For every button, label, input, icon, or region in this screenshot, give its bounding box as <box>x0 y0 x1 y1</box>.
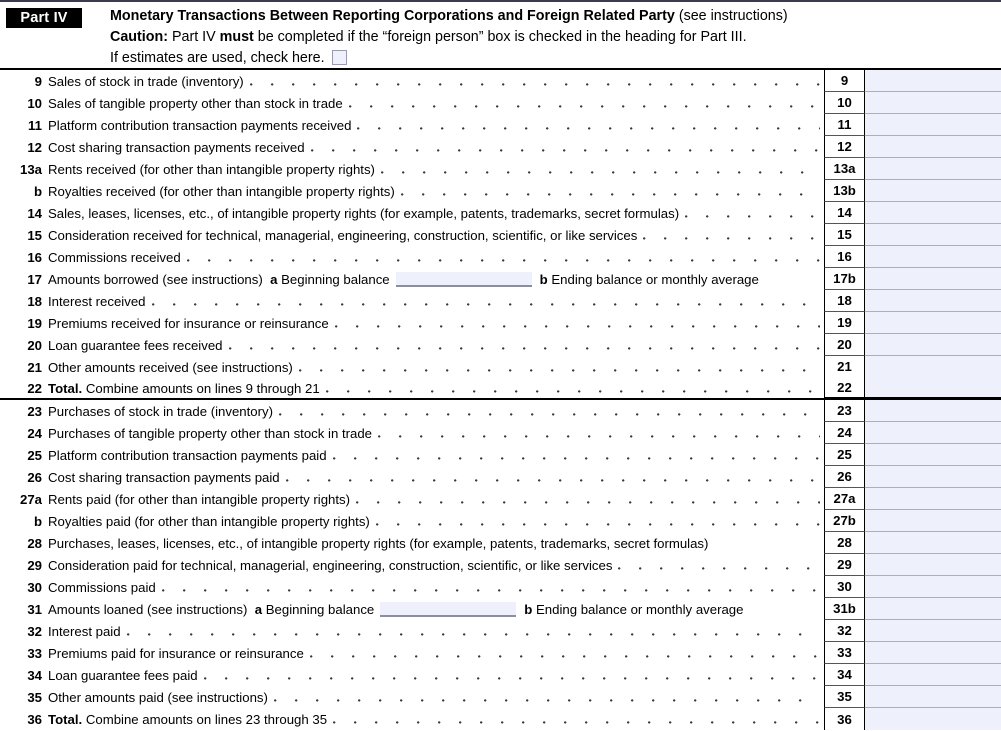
table-row <box>0 180 1001 202</box>
sublabel-a: a <box>270 271 278 287</box>
line-number: 10 <box>27 95 42 111</box>
line-box-number: 25 <box>824 444 865 466</box>
leader-dots <box>376 515 820 528</box>
table-row <box>0 136 1001 158</box>
line-box-number: 10 <box>824 92 865 114</box>
line-number: 11 <box>28 117 42 133</box>
line-description <box>48 514 824 529</box>
leader-dots <box>333 449 820 462</box>
line-description-text: Platform contribution transaction payments received <box>48 117 352 133</box>
line-description <box>48 250 824 265</box>
line-description <box>48 381 824 396</box>
line-description-text: Interest paid <box>48 623 121 639</box>
line-description <box>48 404 824 419</box>
caution-post: be completed if the “foreign person” box is checked in the heading for Part III. <box>253 29 747 45</box>
line-box-number: 13b <box>824 180 865 202</box>
line-description <box>48 184 824 199</box>
beginning-balance-input[interactable] <box>396 272 532 287</box>
leader-dots <box>204 669 820 682</box>
line-box-number: 23 <box>824 400 865 422</box>
line-box-number: 32 <box>824 620 865 642</box>
line-box-number: 35 <box>824 686 865 708</box>
line-description <box>48 668 824 683</box>
table-row <box>0 400 1001 422</box>
beginning-balance-input[interactable] <box>380 602 516 617</box>
line-number: b <box>33 183 42 199</box>
line-description-text: Consideration paid for technical, managerial, engineering, construction, scientific, or like services <box>48 557 613 573</box>
line-description <box>48 492 824 507</box>
leader-dots <box>335 317 820 330</box>
line-description-text: Consideration received for technical, managerial, engineering, construction, scientific, or like services <box>48 227 638 243</box>
amount-input[interactable] <box>865 400 1001 422</box>
line-description-text: Other amounts received (see instructions) <box>48 359 293 375</box>
leader-dots <box>356 493 820 506</box>
line-number: 35 <box>27 689 42 705</box>
amount-input[interactable] <box>865 554 1001 576</box>
line-items-table <box>0 70 1001 730</box>
sublabel-b: b <box>524 601 533 617</box>
line-description-text: Sales of tangible property other than stock in trade <box>48 95 343 111</box>
line-number: 34 <box>27 667 42 683</box>
amount-input[interactable] <box>865 158 1001 180</box>
leader-dots <box>127 625 820 638</box>
line-number: 19 <box>27 315 42 331</box>
line-description <box>48 448 824 463</box>
line-box-number: 31b <box>824 598 865 620</box>
line-number: 33 <box>27 645 42 661</box>
line-number: 9 <box>34 73 42 89</box>
amount-input[interactable] <box>865 246 1001 268</box>
table-row <box>0 422 1001 444</box>
line-description <box>48 536 824 551</box>
line-box-number: 19 <box>824 312 865 334</box>
amount-input[interactable] <box>865 466 1001 488</box>
line-number: 26 <box>27 469 42 485</box>
line-box-number: 27a <box>824 488 865 510</box>
line-description-text: Royalties received (for other than intangible property rights) <box>48 183 395 199</box>
line-box-number: 24 <box>824 422 865 444</box>
table-row <box>0 620 1001 642</box>
line-description-text: Sales of stock in trade (inventory) <box>48 73 244 89</box>
line-number: 18 <box>27 293 42 309</box>
line-description <box>48 294 824 309</box>
line-box-number: 22 <box>824 377 865 399</box>
line-description <box>48 206 824 221</box>
line-description-text: Other amounts paid (see instructions) <box>48 689 268 705</box>
line-description-text: Interest received <box>48 293 146 309</box>
amount-input[interactable] <box>865 444 1001 466</box>
amount-input[interactable] <box>865 532 1001 554</box>
leader-dots <box>274 691 820 704</box>
part-header-text <box>110 4 1001 68</box>
table-row <box>0 356 1001 378</box>
line-description <box>48 272 824 287</box>
amount-input[interactable] <box>865 70 1001 92</box>
amount-input[interactable] <box>865 422 1001 444</box>
table-row <box>0 598 1001 620</box>
line-description <box>48 602 824 617</box>
leader-dots <box>357 119 820 132</box>
line-number: 15 <box>27 227 42 243</box>
line-box-number: 11 <box>824 114 865 136</box>
line-description <box>48 316 824 331</box>
line-description-text: Combine amounts on lines 9 through 21 <box>85 380 320 396</box>
table-row <box>0 158 1001 180</box>
line-description <box>48 558 824 573</box>
line-number: 31 <box>27 601 42 617</box>
amount-input[interactable] <box>865 290 1001 312</box>
amount-input[interactable] <box>865 202 1001 224</box>
line-description-text: Loan guarantee fees received <box>48 337 223 353</box>
line-description-bold-lead: Total. <box>48 380 83 396</box>
caution-must: must <box>219 29 254 45</box>
line-description-text: Rents paid (for other than intangible property rights) <box>48 491 351 507</box>
line-description <box>48 228 824 243</box>
line-description <box>48 712 824 727</box>
line-box-number: 29 <box>824 554 865 576</box>
amount-input[interactable] <box>865 598 1001 620</box>
leader-dots <box>685 207 820 220</box>
amount-input[interactable] <box>865 268 1001 290</box>
leader-dots <box>310 647 820 660</box>
amount-input[interactable] <box>865 377 1001 399</box>
line-number: 25 <box>27 447 42 463</box>
line-number: 29 <box>27 557 42 573</box>
line-box-number: 30 <box>824 576 865 598</box>
table-row <box>0 686 1001 708</box>
line-box-number: 33 <box>824 642 865 664</box>
part-title-note: (see instructions) <box>678 8 788 24</box>
leader-dots <box>618 559 820 572</box>
line-number: 13a <box>19 161 42 177</box>
line-description <box>48 338 824 353</box>
leader-dots <box>279 405 820 418</box>
line-box-number: 36 <box>824 708 865 730</box>
line-number: 22 <box>27 380 42 396</box>
line-description-text: Purchases of stock in trade (inventory) <box>48 403 274 419</box>
line-number: 21 <box>27 359 42 375</box>
part-number-tag: Part IV <box>6 8 82 28</box>
line-number: 17 <box>27 271 42 287</box>
line-number: 23 <box>27 403 42 419</box>
amount-input[interactable] <box>865 92 1001 114</box>
line-description <box>48 470 824 485</box>
table-row <box>0 642 1001 664</box>
caution-label: Caution: <box>110 29 168 45</box>
table-row <box>0 466 1001 488</box>
table-row <box>0 290 1001 312</box>
ending-balance-label: Ending balance or monthly average <box>536 601 744 617</box>
table-row <box>0 70 1001 92</box>
line-number: 28 <box>27 535 42 551</box>
table-row <box>0 576 1001 598</box>
line-description-text: Rents received (for other than intangible property rights) <box>48 161 375 177</box>
estimates-line <box>110 49 1001 68</box>
table-row <box>0 92 1001 114</box>
line-description <box>48 690 824 705</box>
line-description <box>48 360 824 375</box>
line-box-number: 18 <box>824 290 865 312</box>
amount-input[interactable] <box>865 708 1001 730</box>
line-description <box>48 140 824 155</box>
table-row <box>0 202 1001 224</box>
leader-dots <box>299 361 820 374</box>
amount-input[interactable] <box>865 620 1001 642</box>
amount-input[interactable] <box>865 642 1001 664</box>
leader-dots <box>229 339 821 352</box>
amount-input[interactable] <box>865 510 1001 532</box>
line-box-number: 20 <box>824 334 865 356</box>
amount-input[interactable] <box>865 224 1001 246</box>
amount-input[interactable] <box>865 356 1001 378</box>
line-description-text: Sales, leases, licenses, etc., of intangible property rights (for example, patents, trademarks, secret formulas) <box>48 205 680 221</box>
leader-dots <box>643 229 820 242</box>
part-iv-header <box>0 2 1001 70</box>
line-description-text: Loan guarantee fees paid <box>48 667 198 683</box>
line-description-text: Commissions paid <box>48 579 156 595</box>
line-box-number: 12 <box>824 136 865 158</box>
leader-dots <box>152 295 821 308</box>
line-box-number: 14 <box>824 202 865 224</box>
line-number: 30 <box>27 579 42 595</box>
part-title-line <box>110 7 1001 26</box>
amount-input[interactable] <box>865 576 1001 598</box>
line-description-text: Commissions received <box>48 249 181 265</box>
line-description-text: Purchases, leases, licenses, etc., of intangible property rights (for example, patents, trademarks, secret formulas) <box>48 535 709 551</box>
line-number: 12 <box>27 139 42 155</box>
table-row <box>0 378 1001 400</box>
line-number: 32 <box>27 623 42 639</box>
table-row <box>0 114 1001 136</box>
line-number: 27a <box>19 491 42 507</box>
line-box-number: 9 <box>824 70 865 92</box>
line-number: 14 <box>27 205 42 221</box>
amount-input[interactable] <box>865 664 1001 686</box>
line-description-text: Premiums paid for insurance or reinsurance <box>48 645 304 661</box>
table-row <box>0 224 1001 246</box>
line-number: 24 <box>27 425 42 441</box>
line-box-number: 21 <box>824 356 865 378</box>
line-box-number: 15 <box>824 224 865 246</box>
line-description-text: Royalties paid (for other than intangible property rights) <box>48 513 370 529</box>
amount-input[interactable] <box>865 686 1001 708</box>
table-row <box>0 664 1001 686</box>
leader-dots <box>286 471 820 484</box>
leader-dots <box>401 185 820 198</box>
table-row <box>0 444 1001 466</box>
leader-dots <box>349 97 820 110</box>
estimates-checkbox[interactable] <box>332 50 347 65</box>
leader-dots <box>187 251 820 264</box>
line-description-bold-lead: Total. <box>48 711 83 727</box>
line-description-text: Premiums received for insurance or reinsurance <box>48 315 329 331</box>
line-number: 20 <box>27 337 42 353</box>
line-description-text: Combine amounts on lines 23 through 35 <box>85 711 328 727</box>
line-box-number: 16 <box>824 246 865 268</box>
sublabel-a: a <box>254 601 263 617</box>
line-number: 36 <box>27 711 42 727</box>
leader-dots <box>333 713 820 726</box>
table-row <box>0 708 1001 730</box>
sublabel-b: b <box>539 271 548 287</box>
line-box-number: 17b <box>824 268 865 290</box>
line-description <box>48 96 824 111</box>
line-description <box>48 74 824 89</box>
leader-dots <box>250 75 820 88</box>
estimates-label: If estimates are used, check here. <box>110 50 325 66</box>
line-number: b <box>33 513 42 529</box>
line-description-text: Cost sharing transaction payments paid <box>48 469 280 485</box>
leader-dots <box>381 163 820 176</box>
line-description <box>48 426 824 441</box>
amount-input[interactable] <box>865 136 1001 158</box>
line-description <box>48 624 824 639</box>
ending-balance-label: Ending balance or monthly average <box>551 271 759 287</box>
caution-pre: Part IV <box>167 29 220 45</box>
table-row <box>0 312 1001 334</box>
table-row <box>0 268 1001 290</box>
line-description-text: Platform contribution transaction payments paid <box>48 447 327 463</box>
line-description-text: Purchases of tangible property other than stock in trade <box>48 425 373 441</box>
line-box-number: 27b <box>824 510 865 532</box>
table-row <box>0 532 1001 554</box>
line-description-text: Cost sharing transaction payments received <box>48 139 305 155</box>
leader-dots <box>311 141 820 154</box>
leader-dots <box>326 382 820 395</box>
line-description <box>48 162 824 177</box>
line-description <box>48 118 824 133</box>
part-title: Monetary Transactions Between Reporting Corporations and Foreign Related Party <box>110 8 675 24</box>
line-number: 16 <box>27 249 42 265</box>
line-box-number: 26 <box>824 466 865 488</box>
line-description <box>48 646 824 661</box>
line-box-number: 13a <box>824 158 865 180</box>
table-row <box>0 554 1001 576</box>
amount-input[interactable] <box>865 114 1001 136</box>
table-row <box>0 246 1001 268</box>
leader-dots <box>378 427 820 440</box>
table-row <box>0 334 1001 356</box>
amount-input[interactable] <box>865 334 1001 356</box>
amount-input[interactable] <box>865 180 1001 202</box>
line-description-text: Amounts loaned (see instructions) <box>48 601 248 617</box>
line-description-text: Amounts borrowed (see instructions) <box>48 271 263 287</box>
beginning-balance-label: Beginning balance <box>281 271 390 287</box>
caution-line <box>110 28 1001 47</box>
line-description <box>48 580 824 595</box>
line-box-number: 34 <box>824 664 865 686</box>
beginning-balance-label: Beginning balance <box>265 601 375 617</box>
leader-dots <box>162 581 820 594</box>
amount-input[interactable] <box>865 488 1001 510</box>
amount-input[interactable] <box>865 312 1001 334</box>
table-row <box>0 488 1001 510</box>
table-row <box>0 510 1001 532</box>
line-box-number: 28 <box>824 532 865 554</box>
